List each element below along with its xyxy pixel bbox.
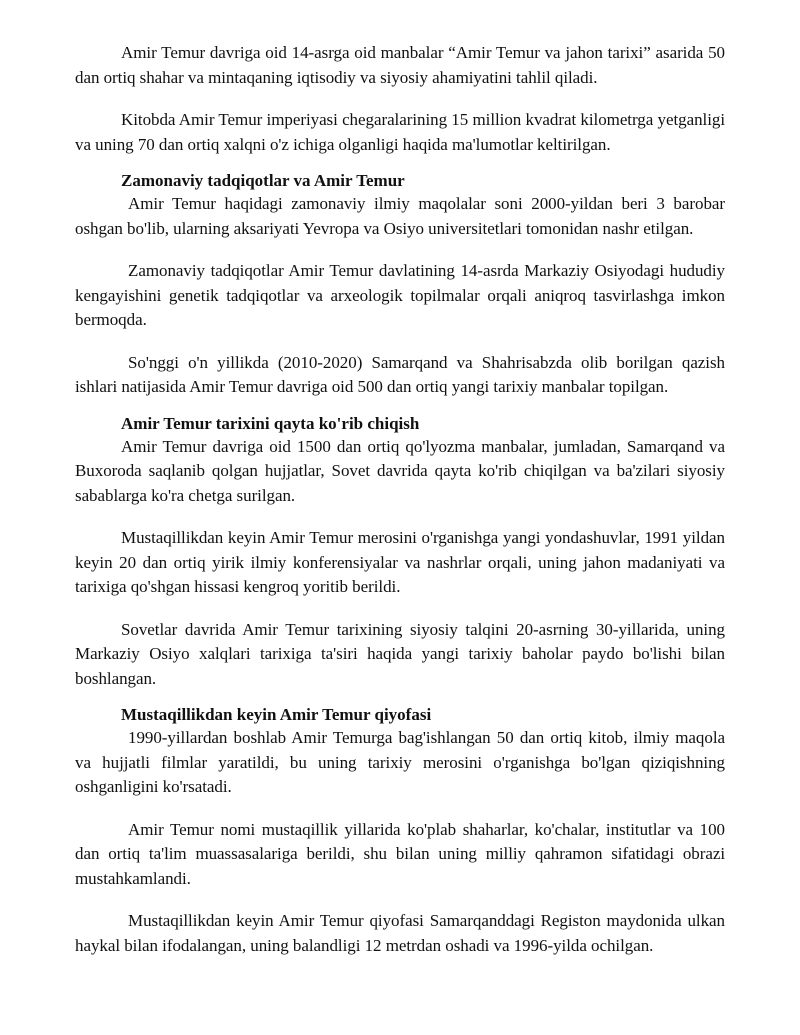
paragraph-territorial-expansion: Zamonaviy tadqiqotlar Amir Temur davlatining 14-asrda Markaziy Osiyodagi hududiy kengayishini genetik tadqiqotlar va arxeologik topilmalar orqali aniqroq tasvirlashga imkon bermoqda.: [75, 261, 725, 329]
paragraph-soviet-interpretation: Sovetlar davrida Amir Temur tarixining siyosiy talqini 20-asrning 30-yillarida, uning Markaziy Osiyo xalqlari tarixiga ta'siri haqida yangi tarixiy baholar paydo bo'lishi bilan boshlangan.: [75, 619, 725, 688]
paragraph-sources-14th-century: Amir Temur davriga oid 14-asrga oid manbalar “Amir Temur va jahon tarixi” asarida 50 dan ortiq shahar va mintaqaning iqtisodiy va siyosiy ahamiyatini tahlil qiladi.: [75, 43, 725, 87]
paragraph-books-and-films: 1990-yillardan boshlab Amir Temurga bag'ishlangan 50 dan ortiq kitob, ilmiy maqola va hujjatli filmlar yaratildi, bu uning tarixiy merosini o'rganishga bo'lgan qiziqishning oshganligini ko'rsatadi.: [75, 728, 725, 796]
heading-history-revision: Amir Temur tarixini qayta ko'rib chiqish: [121, 413, 420, 433]
paragraph-naming-honors: Amir Temur nomi mustaqillik yillarida ko'plab shaharlar, ko'chalar, institutlar va 100 dan ortiq ta'lim muassasalariga berildi, shu bilan uning milliy qahramon sifatidagi obrazi mustahkamlandi.: [75, 819, 725, 888]
paragraph-modern-articles: Amir Temur haqidagi zamonaviy ilmiy maqolalar soni 2000-yildan beri 3 barobar oshgan bo'lib, ularning aksariyati Yevropa va Osiyo universitetlari tomonidan nashr etilgan.: [75, 194, 725, 238]
paragraph-monument: Mustaqillikdan keyin Amir Temur qiyofasi Samarqanddagi Registon maydonida ulkan haykal bilan ifodalangan, uning balandligi 12 metrdan oshadi va 1996-yilda ochilgan.: [75, 911, 725, 955]
paragraph-manuscripts: Amir Temur davriga oid 1500 dan ortiq qo'lyozma manbalar, jumladan, Samarqand va Buxoroda saqlanib qolgan hujjatlar, Sovet davrida qayta ko'rib chiqilgan va ba'zilari siyosiy sabablarga ko'ra chetga surilgan.: [75, 436, 725, 505]
paragraph-new-approaches: Mustaqillikdan keyin Amir Temur merosini o'rganishga yangi yondashuvlar, 1991 yildan keyin 20 dan ortiq yirik ilmiy konferensiyalar va nashrlar orqali, uning jahon madaniyati va tarixiga qo'shgan hissasi kengroq yoritib berildi.: [75, 528, 725, 596]
heading-modern-research: Zamonaviy tadqiqotlar va Amir Temur: [121, 171, 405, 190]
paragraph-empire-borders: Kitobda Amir Temur imperiyasi chegaralarining 15 million kvadrat kilometrga yetganligi va uning 70 dan ortiq xalqni o'z ichiga olganligi haqida ma'lumotlar keltirilgan.: [75, 110, 725, 154]
paragraph-excavations: So'nggi o'n yillikda (2010-2020) Samarqand va Shahrisabzda olib borilgan qazish ishlari natijasida Amir Temur davriga oid 500 dan ortiq yangi tarixiy manbalar topilgan.: [75, 352, 725, 396]
heading-post-independence-image: Mustaqillikdan keyin Amir Temur qiyofasi: [121, 705, 432, 724]
